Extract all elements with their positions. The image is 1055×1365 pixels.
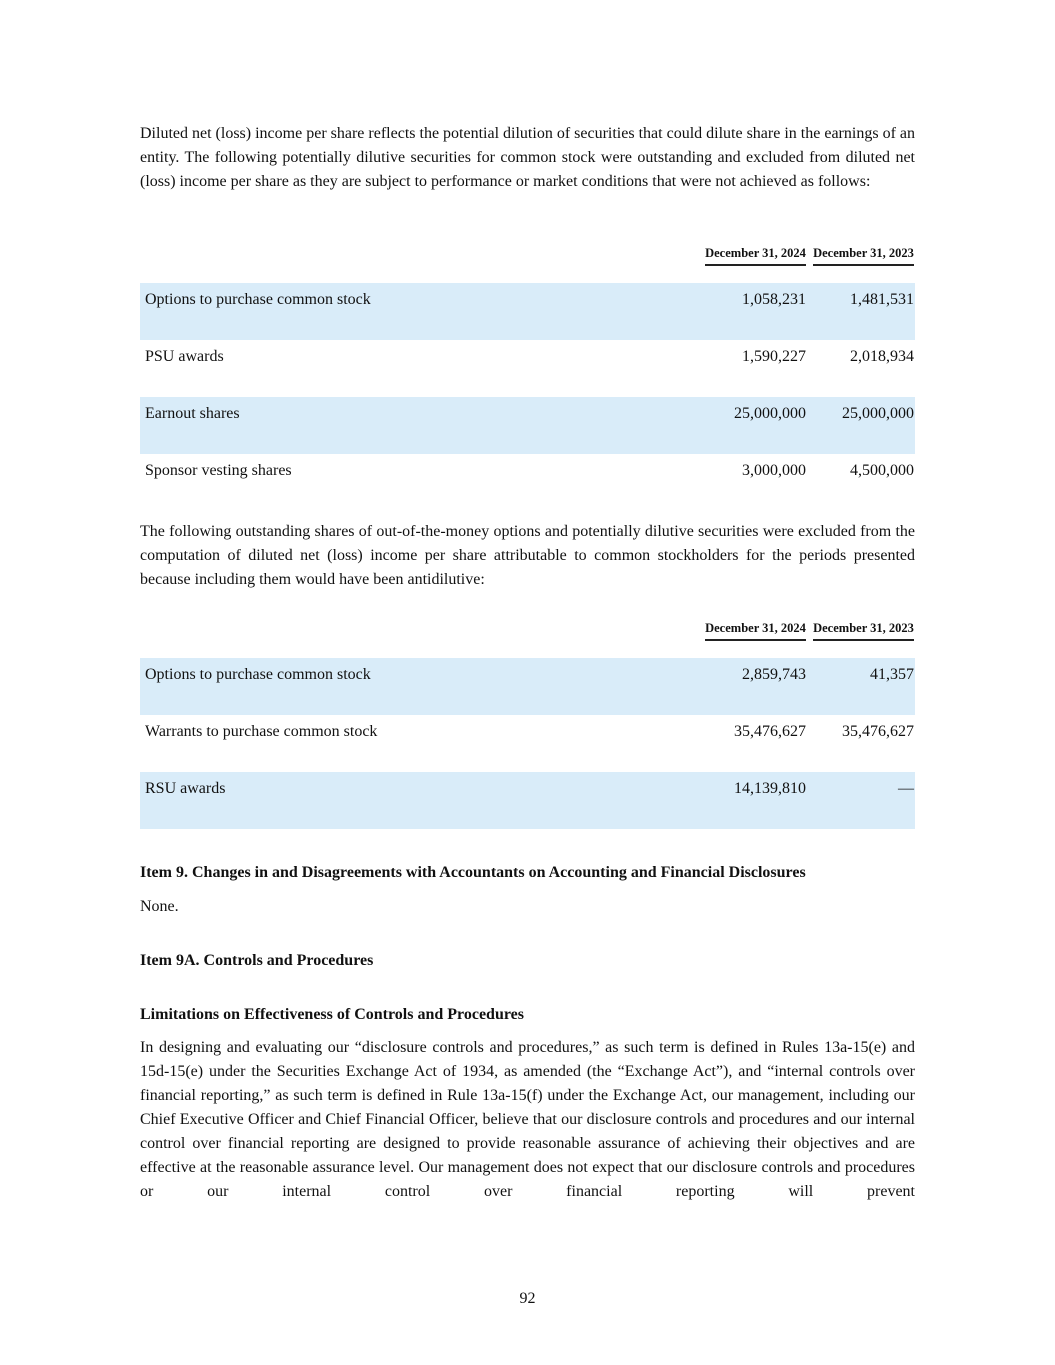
limitations-text: In designing and evaluating our “disclosure controls and procedures,” as such term is defined in Rules 13a-15(e) and 15d-15(e) under the Securities Exchange Act of 1934, as amended (the “Exchange Act”), and “internal controls over financial reporting,” as such term is defined in Rule 13a-15(f) under the Exchange Act, our management, including our Chief Executive Officer and Chief Financial Officer, believe that our disclosure controls and procedures and our internal control over financial reporting are designed to provide reasonable assurance of achieving their objectives and are effective at the reasonable assurance level. Our management does not expect that our disclosure controls and procedures or our internal control over financial reporting will prevent [140, 1039, 915, 1200]
item9-text: None. [140, 898, 179, 915]
performance-securities-table [140, 244, 915, 511]
value-2023: — [898, 780, 914, 797]
table-row [140, 283, 915, 340]
table-header [140, 619, 915, 649]
value-2023: 4,500,000 [850, 462, 914, 479]
value-2023: 2,018,934 [850, 348, 914, 365]
value-2023: 41,357 [870, 666, 914, 683]
table-row [140, 715, 915, 772]
column-header-2024: December 31, 2024 [705, 619, 806, 641]
antidilutive-text: The following outstanding shares of out-of-the-money options and potentially dilutive securities were excluded from the computation of diluted net (loss) income per share attributable to common stockholders for the periods presented because including them would have been antidilutive: [140, 523, 915, 588]
item9a-heading: Item 9A. Controls and Procedures [140, 952, 374, 969]
antidilutive-paragraph [140, 520, 915, 592]
row-label: RSU awards [145, 780, 226, 797]
table-row [140, 397, 915, 454]
row-label: Sponsor vesting shares [145, 462, 292, 479]
antidilutive-securities-table [140, 619, 915, 829]
table-row [140, 772, 915, 829]
value-2024: 35,476,627 [734, 723, 806, 740]
value-2024: 1,058,231 [742, 291, 806, 308]
value-2024: 3,000,000 [742, 462, 806, 479]
row-label: Warrants to purchase common stock [145, 723, 378, 740]
table-row [140, 454, 915, 511]
intro-text: Diluted net (loss) income per share reflects the potential dilution of securities that could dilute share in the earnings of an entity. The following potentially dilutive securities for common stock were outstanding and excluded from diluted net (loss) income per share as they are subject to performance or market conditions that were not achieved as follows: [140, 125, 915, 190]
table-row [140, 340, 915, 397]
limitations-paragraph [140, 1036, 915, 1204]
limitations-heading: Limitations on Effectiveness of Controls and Procedures [140, 1006, 524, 1023]
value-2023: 35,476,627 [842, 723, 914, 740]
page-number: 92 [519, 1290, 536, 1307]
value-2023: 1,481,531 [850, 291, 914, 308]
row-label: Options to purchase common stock [145, 291, 371, 308]
value-2024: 14,139,810 [734, 780, 806, 797]
value-2023: 25,000,000 [842, 405, 914, 422]
value-2024: 2,859,743 [742, 666, 806, 683]
column-header-2024: December 31, 2024 [705, 244, 806, 266]
table-header [140, 244, 915, 274]
column-header-2023: December 31, 2023 [813, 244, 914, 266]
row-label: PSU awards [145, 348, 224, 365]
value-2024: 1,590,227 [742, 348, 806, 365]
column-header-2023: December 31, 2023 [813, 619, 914, 641]
row-label: Options to purchase common stock [145, 666, 371, 683]
item9-heading: Item 9. Changes in and Disagreements with Accountants on Accounting and Financial Disclosures [140, 864, 806, 881]
value-2024: 25,000,000 [734, 405, 806, 422]
intro-paragraph [140, 122, 915, 194]
row-label: Earnout shares [145, 405, 240, 422]
table-row [140, 658, 915, 715]
